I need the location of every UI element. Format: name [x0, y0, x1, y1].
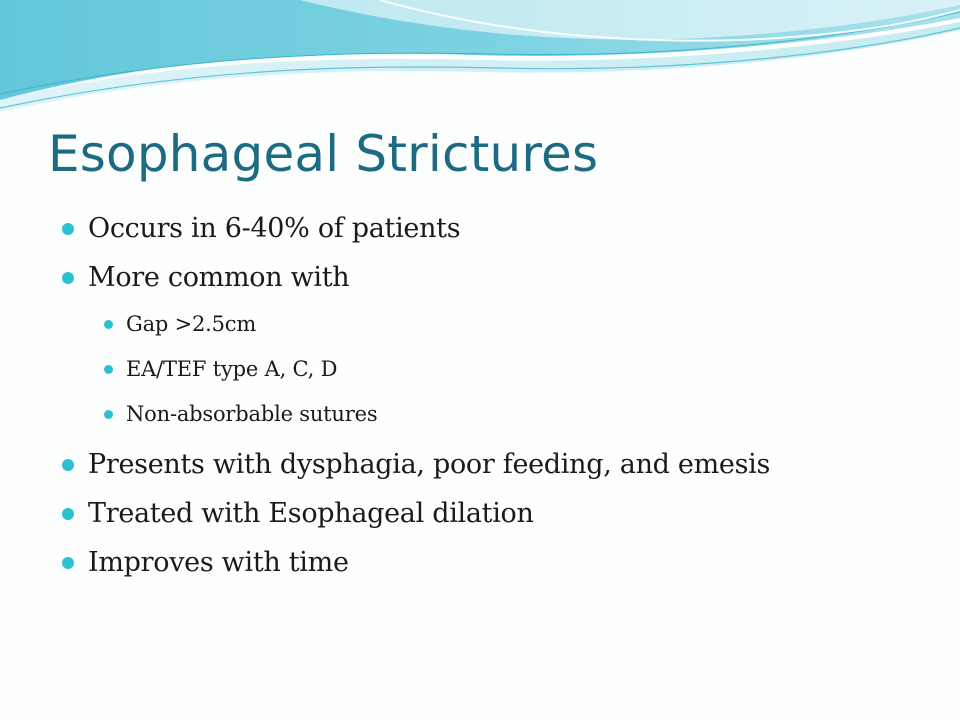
bullet-text: More common with [88, 262, 350, 293]
sub-bullet-item [60, 302, 940, 347]
sub-bullet-item [60, 392, 940, 437]
bullet-dot-icon [104, 410, 113, 419]
sub-bullet-item [60, 347, 940, 392]
bullet-item [60, 204, 940, 253]
bullet-item [60, 489, 940, 538]
bullet-dot-icon [62, 223, 74, 235]
bullet-item [60, 538, 940, 587]
bullet-item [60, 253, 940, 302]
wave-banner [0, 0, 960, 130]
bullet-text: Presents with dysphagia, poor feeding, and emesis [88, 449, 771, 480]
bullet-dot-icon [62, 557, 74, 569]
bullet-dot-icon [104, 365, 113, 374]
bullet-dot-icon [62, 508, 74, 520]
sub-bullet-text: Non-absorbable sutures [126, 402, 378, 426]
bullet-list [60, 204, 940, 587]
slide-title: Esophageal Strictures [48, 125, 599, 183]
sub-bullet-text: Gap >2.5cm [126, 312, 257, 336]
bullet-dot-icon [104, 320, 113, 329]
bullet-item [60, 440, 940, 489]
bullet-dot-icon [62, 272, 74, 284]
bullet-dot-icon [62, 459, 74, 471]
bullet-text: Treated with Esophageal dilation [88, 498, 534, 529]
bullet-text: Occurs in 6-40% of patients [88, 213, 461, 244]
bullet-text: Improves with time [88, 547, 349, 578]
sub-bullet-text: EA/TEF type A, C, D [126, 357, 338, 381]
